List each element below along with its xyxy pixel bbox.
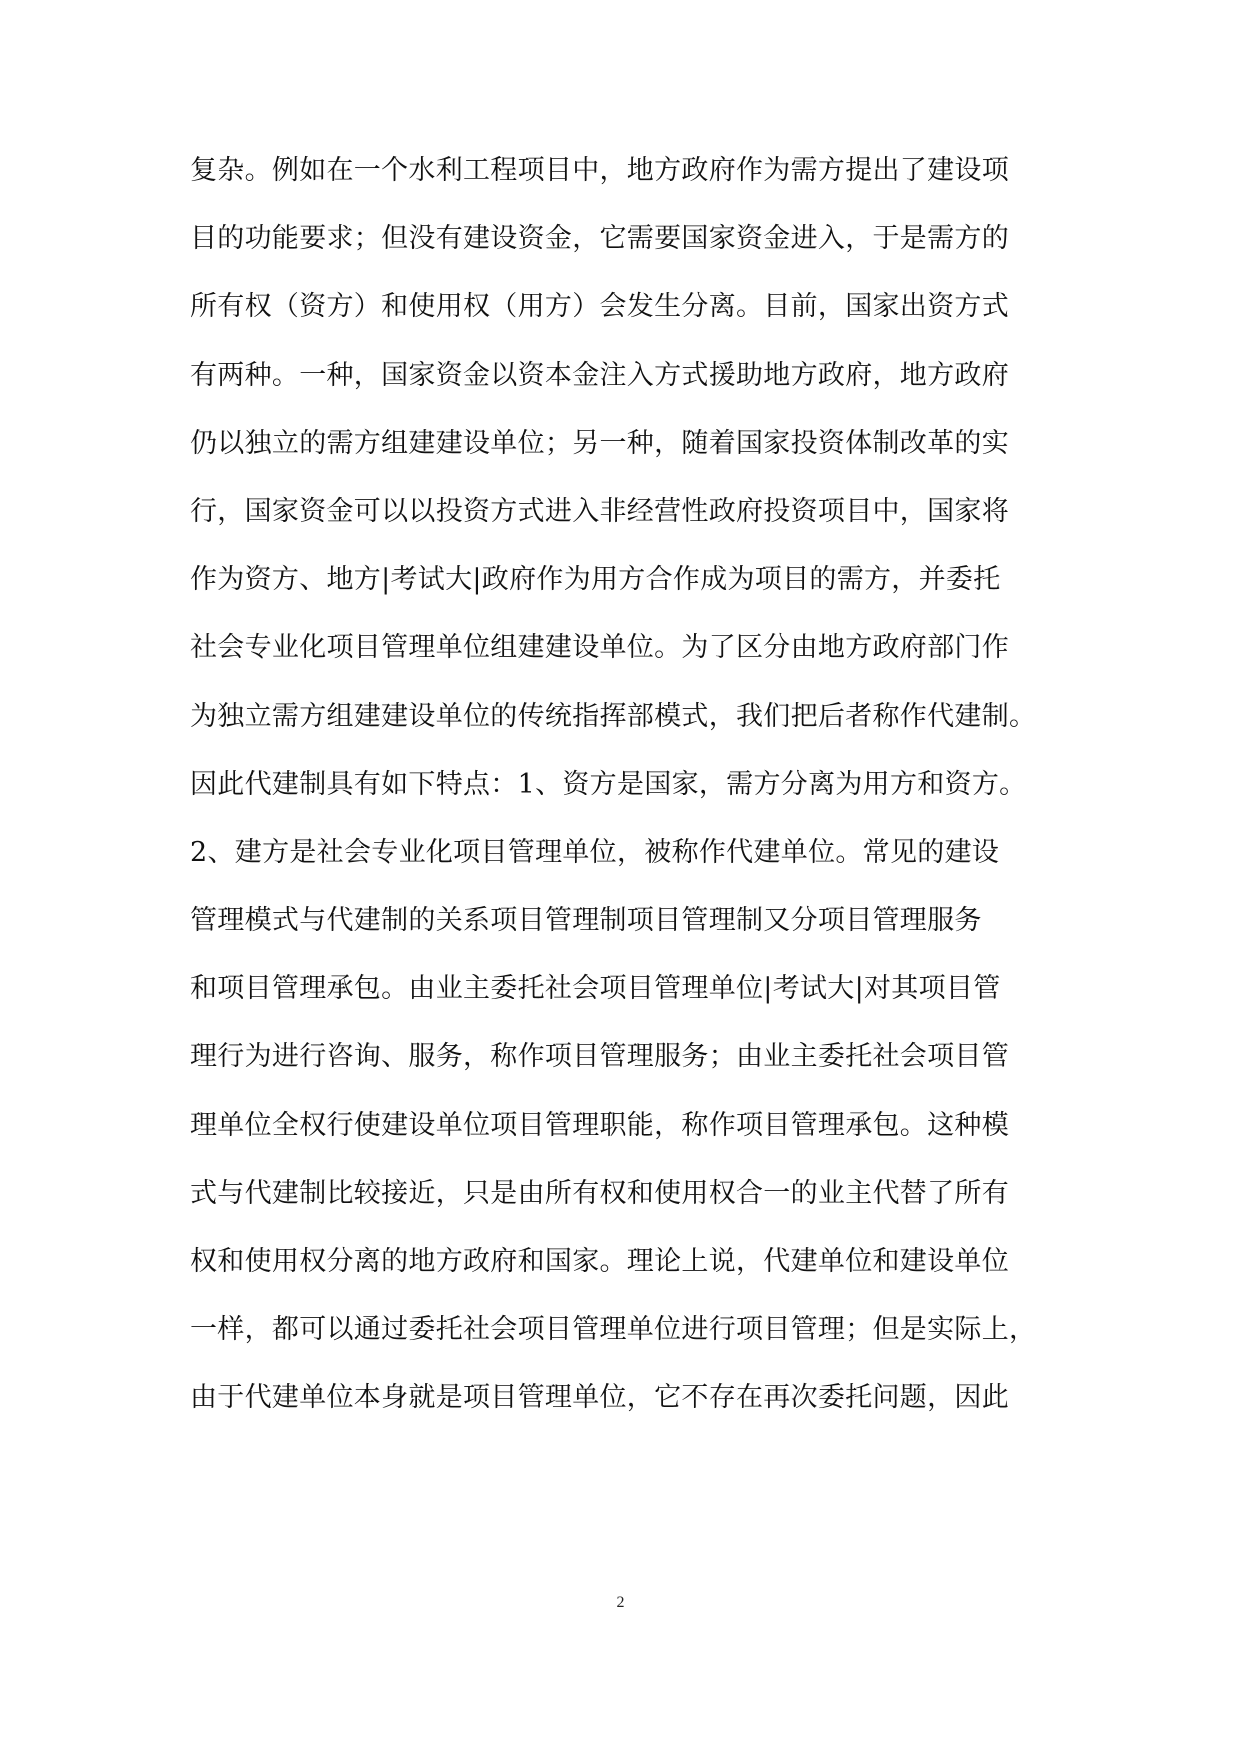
- text-line: 仍以独立的需方组建建设单位；另一种，随着国家投资体制改革的实: [190, 427, 1009, 459]
- text-line: 由于代建单位本身就是项目管理单位，它不存在再次委托问题，因此: [190, 1382, 1009, 1414]
- page-number: 2: [616, 1594, 625, 1611]
- text-line: 行，国家资金可以以投资方式进入非经营性政府投资项目中，国家将: [190, 495, 1009, 527]
- text-line: 社会专业化项目管理单位组建建设单位。为了区分由地方政府部门作: [190, 632, 1009, 664]
- body-text: [190, 146, 1090, 1442]
- text-line: 目的功能要求；但没有建设资金，它需要国家资金进入，于是需方的: [190, 223, 1009, 255]
- text-line: 作为资方、地方|考试大|政府作为用方合作成为项目的需方，并委托: [190, 564, 1001, 596]
- text-line: 理单位全权行使建设单位项目管理职能，称作项目管理承包。这种模: [190, 1109, 1009, 1141]
- text-line: 为独立需方组建建设单位的传统指挥部模式，我们把后者称作代建制。: [190, 700, 1037, 732]
- text-line: 管理模式与代建制的关系项目管理制项目管理制又分项目管理服务: [190, 905, 982, 937]
- text-line: 复杂。例如在一个水利工程项目中，地方政府作为需方提出了建设项: [190, 155, 1009, 186]
- text-line: 有两种。一种，国家资金以资本金注入方式援助地方政府，地方政府: [190, 359, 1009, 391]
- text-line: 权和使用权分离的地方政府和国家。理论上说，代建单位和建设单位: [190, 1246, 1009, 1277]
- text-line: 和项目管理承包。由业主委托社会项目管理单位|考试大|对其项目管: [190, 973, 1001, 1005]
- text-line: 理行为进行咨询、服务，称作项目管理服务；由业主委托社会项目管: [190, 1041, 1009, 1073]
- text-line: 2、建方是社会专业化项目管理单位，被称作代建单位。常见的建设: [190, 836, 1000, 868]
- text-line: 式与代建制比较接近，只是由所有权和使用权合一的业主代替了所有: [190, 1177, 1009, 1209]
- text-line: 所有权（资方）和使用权（用方）会发生分离。目前，国家出资方式: [190, 291, 1009, 323]
- text-line: 因此代建制具有如下特点：1、资方是国家，需方分离为用方和资方。: [190, 768, 1027, 800]
- text-line: 一样，都可以通过委托社会项目管理单位进行项目管理；但是实际上，: [190, 1314, 1037, 1346]
